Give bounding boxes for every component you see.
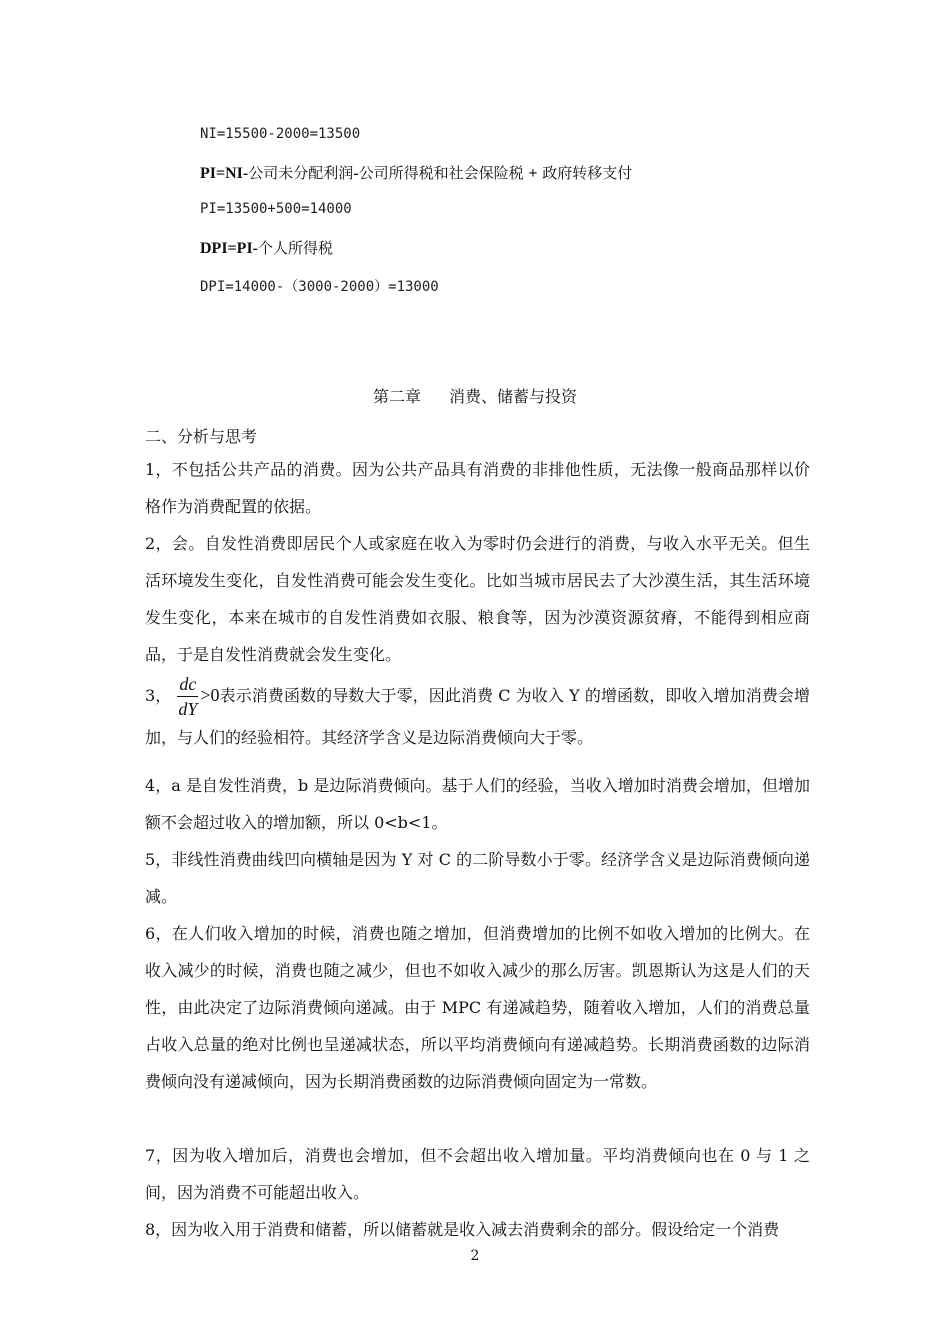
chapter-title: 第二章 [372, 387, 421, 406]
pi-calculation: PI=13500+500=14000 [200, 201, 352, 217]
section-title: 二、分析与思考 [145, 427, 258, 446]
answer-3 [145, 674, 810, 756]
greater-than-zero: >0 [200, 685, 220, 705]
page-number: 2 [470, 1248, 480, 1264]
dpi-formula [200, 237, 333, 258]
fraction-numerator: dc [177, 674, 198, 697]
answer-6: 6，在人们收入增加的时候，消费也随之增加，但消费增加的比例不如收入增加的比例大。在收入减少的时候，消费也随之减少，但也不如收入减少的那么厉害。凯恩斯认为这是人们的天性，由此决定了边际消费倾向递减。由于 MPC 有递减趋势，随着收入增加，人们的消费总量占收入总量的绝对比例也呈递减状态，所以平均消费倾向有递减趋势。长期消费函数的边际消费倾向没有递减倾向，因为长期消费函数的边际消费倾向固定为一常数。 [145, 924, 810, 1091]
dpi-formula-lhs: DPI=PI- [200, 240, 258, 257]
derivative-fraction [177, 674, 198, 719]
pi-formula-minus: - [353, 165, 359, 182]
answer-3-text: 表示消费函数的导数大于零，因此消费 C 为收入 Y 的增函数，即收入增加消费会增加，与人们的经验相符。其经济学含义是边际消费倾向大于零。 [145, 686, 810, 747]
ni-calculation: NI=15500-2000=13500 [200, 126, 361, 142]
answer-3-number: 3， [145, 686, 172, 705]
pi-formula-lhs: PI=NI- [200, 165, 249, 182]
answer-5: 5，非线性消费曲线凹向横轴是因为 Y 对 C 的二阶导数小于零。经济学含义是边际消费倾向递减。 [145, 850, 810, 906]
dpi-formula-term: 个人所得税 [258, 239, 334, 257]
pi-formula-plus: + [528, 165, 538, 182]
pi-formula-term2: 公司所得税和社会保险税 [358, 164, 529, 182]
pi-formula-term3: 政府转移支付 [537, 164, 633, 182]
answer-8: 8，因为收入用于消费和储蓄，所以储蓄就是收入减去消费剩余的部分。假设给定一个消费 [145, 1220, 780, 1239]
dpi-calculation: DPI=14000-（3000-2000）=13000 [200, 279, 439, 295]
pi-formula-term1: 公司未分配利润 [248, 164, 354, 182]
answer-7: 7，因为收入增加后，消费也会增加，但不会超出收入增加量。平均消费倾向也在 0 与 1 之间，因为消费不可能超出收入。 [145, 1146, 810, 1202]
chapter-heading [0, 384, 950, 407]
answer-4: 4，a 是自发性消费，b 是边际消费倾向。基于人们的经验，当收入增加时消费会增加，但增加额不会超过收入的增加额，所以 0<b<1。 [145, 776, 810, 832]
chapter-subtitle: 消费、储蓄与投资 [449, 387, 578, 406]
answer-2: 2，会。自发性消费即居民个人或家庭在收入为零时仍会进行的消费，与收入水平无关。但生活环境发生变化，自发性消费可能会发生变化。比如当城市居民去了大沙漠生活，其生活环境发生变化，本来在城市的自发性消费如衣服、粮食等，因为沙漠资源贫瘠，不能得到相应商品，于是自发性消费就会发生变化。 [145, 534, 810, 664]
answer-1: 1，不包括公共产品的消费。因为公共产品具有消费的非排他性质，无法像一般商品那样以价格作为消费配置的依据。 [145, 460, 810, 516]
pi-formula [200, 162, 632, 183]
fraction-denominator: dY [178, 699, 198, 719]
